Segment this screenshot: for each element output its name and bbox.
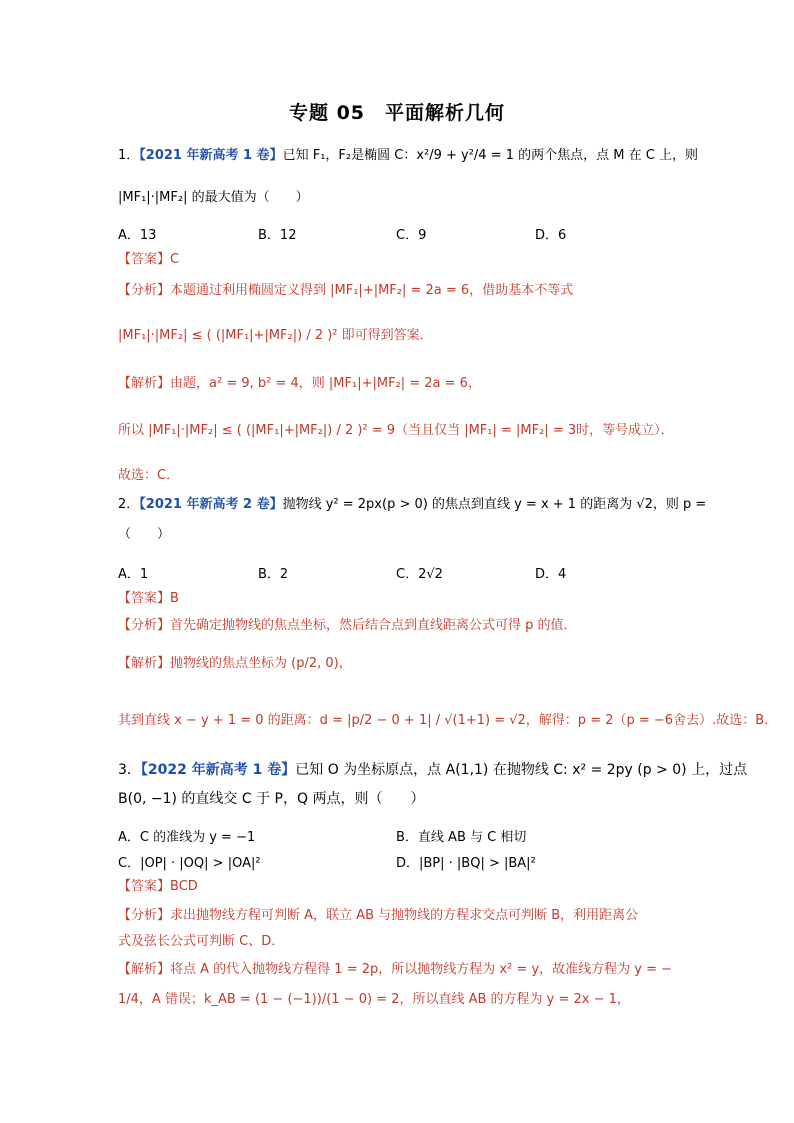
- solution-label: 【解析】: [118, 962, 171, 977]
- solution-text: 1/4，A 错误；k_AB = (1 − (−1))/(1 − 0) = 2，所以直线 AB 的方程为 y = 2x − 1，: [118, 992, 630, 1007]
- answer-label: 【答案】: [118, 252, 171, 267]
- analysis-text: 本题通过利用椭圆定义得到 |MF₁|+|MF₂| = 2a = 6，借助基本不等式: [170, 283, 574, 298]
- q2-option-c: C．2√2: [396, 567, 443, 582]
- q1-option-c: C．9: [396, 228, 427, 243]
- q2-answer: [118, 589, 179, 609]
- solution-text: 抛物线的焦点坐标为 (p/2, 0)，: [170, 656, 352, 671]
- q2-number: 2．: [118, 497, 140, 512]
- analysis-label: 【分析】: [118, 908, 171, 923]
- q2-stem: 抛物线 y² = 2px(p > 0) 的焦点到直线 y = x + 1 的距离为 √2，则 p =: [282, 497, 707, 512]
- analysis-text: 首先确定抛物线的焦点坐标，然后结合点到直线距离公式可得 p 的值．: [170, 618, 577, 633]
- q1-solution-line-1: [118, 374, 481, 394]
- q2-analysis-line-1: [118, 616, 577, 636]
- q1-answer: [118, 250, 179, 270]
- page-title: 专题 05 平面解析几何: [288, 102, 506, 124]
- answer-value: B: [170, 591, 179, 606]
- q3-analysis-line-2: [118, 932, 284, 952]
- q1-stem-line-2: |MF₁|·|MF₂| 的最大值为（ ）: [118, 190, 309, 205]
- analysis-text: 求出抛物线方程可判断 A，联立 AB 与抛物线的方程求交点可判断 B，利用距离公: [170, 908, 639, 923]
- answer-value: C: [170, 252, 180, 267]
- q1-source: 【2021 年新高考 1 卷】: [139, 148, 283, 163]
- q1-option-b: B．12: [258, 228, 297, 243]
- q2-source: 【2021 年新高考 2 卷】: [139, 497, 283, 512]
- solution-label: 【解析】: [118, 656, 171, 671]
- q3-option-a: A．C 的准线为 y = −1: [118, 830, 256, 845]
- q3-analysis-line-1: [118, 906, 638, 926]
- q3-solution-line-2: [118, 990, 630, 1010]
- q2-solution-line-2: [118, 711, 768, 731]
- solution-text: 所以 |MF₁|·|MF₂| ≤ ( (|MF₁|+|MF₂|) / 2 )² = 9（当且仅当 |MF₁| = |MF₂| = 3时，等号成立）．: [118, 423, 674, 438]
- answer-value: BCD: [170, 879, 198, 894]
- solution-text: 其到直线 x − y + 1 = 0 的距离：d = |p/2 − 0 + 1| / √(1+1) = √2，解得：p = 2（p = −6舍去）.故选：B.: [118, 713, 769, 728]
- q1-analysis-line-2: [118, 326, 433, 346]
- q1-stem-line-1: [118, 146, 698, 166]
- q3-number: 3．: [118, 762, 141, 778]
- solution-label: 【解析】: [118, 376, 171, 391]
- q3-stem: 已知 O 为坐标原点，点 A(1,1) 在抛物线 C: x² = 2py (p > 0) 上，过点: [295, 762, 748, 778]
- q3-option-b: B．直线 AB 与 C 相切: [396, 830, 527, 845]
- q1-stem: 已知 F₁，F₂是椭圆 C：x²/9 + y²/4 = 1 的两个焦点，点 M 在 C 上，则: [282, 148, 698, 163]
- q2-option-a: A．1: [118, 567, 149, 582]
- analysis-text: |MF₁|·|MF₂| ≤ ( (|MF₁|+|MF₂|) / 2 )² 即可得到答案．: [118, 328, 433, 343]
- q1-number: 1．: [118, 148, 140, 163]
- solution-text: 将点 A 的代入抛物线方程得 1 = 2p，所以抛物线方程为 x² = y，故准线方程为 y = −: [170, 962, 673, 977]
- q1-solution-line-2: [118, 421, 674, 441]
- q2-option-b: B．2: [258, 567, 289, 582]
- conclusion-text: 故选：C．: [118, 468, 180, 483]
- q2-stem-line-1: [118, 495, 706, 515]
- answer-label: 【答案】: [118, 591, 171, 606]
- q1-option-a: A．13: [118, 228, 157, 243]
- q2-option-d: D．4: [535, 567, 567, 582]
- q2-solution-line-1: [118, 654, 352, 674]
- solution-text: 由题，a² = 9, b² = 4，则 |MF₁|+|MF₂| = 2a = 6，: [170, 376, 481, 391]
- q3-answer: [118, 877, 198, 897]
- q3-option-c: C．|OP| · |OQ| > |OA|²: [118, 856, 261, 871]
- analysis-label: 【分析】: [118, 618, 171, 633]
- q3-solution-line-1: [118, 960, 672, 980]
- q3-stem-line-1: [118, 760, 747, 780]
- q3-option-d: D．|BP| · |BQ| > |BA|²: [396, 856, 536, 871]
- analysis-text: 式及弦长公式可判断 C、D．: [118, 934, 285, 949]
- q3-source: 【2022 年新高考 1 卷】: [140, 762, 296, 778]
- q1-conclusion: [118, 466, 179, 486]
- q3-stem-line-2: B(0, −1) 的直线交 C 于 P，Q 两点，则（ ）: [118, 791, 425, 807]
- analysis-label: 【分析】: [118, 283, 171, 298]
- q1-analysis-line-1: [118, 281, 573, 301]
- q2-stem-line-2: （ ）: [118, 527, 171, 542]
- answer-label: 【答案】: [118, 879, 171, 894]
- q1-option-d: D．6: [535, 228, 567, 243]
